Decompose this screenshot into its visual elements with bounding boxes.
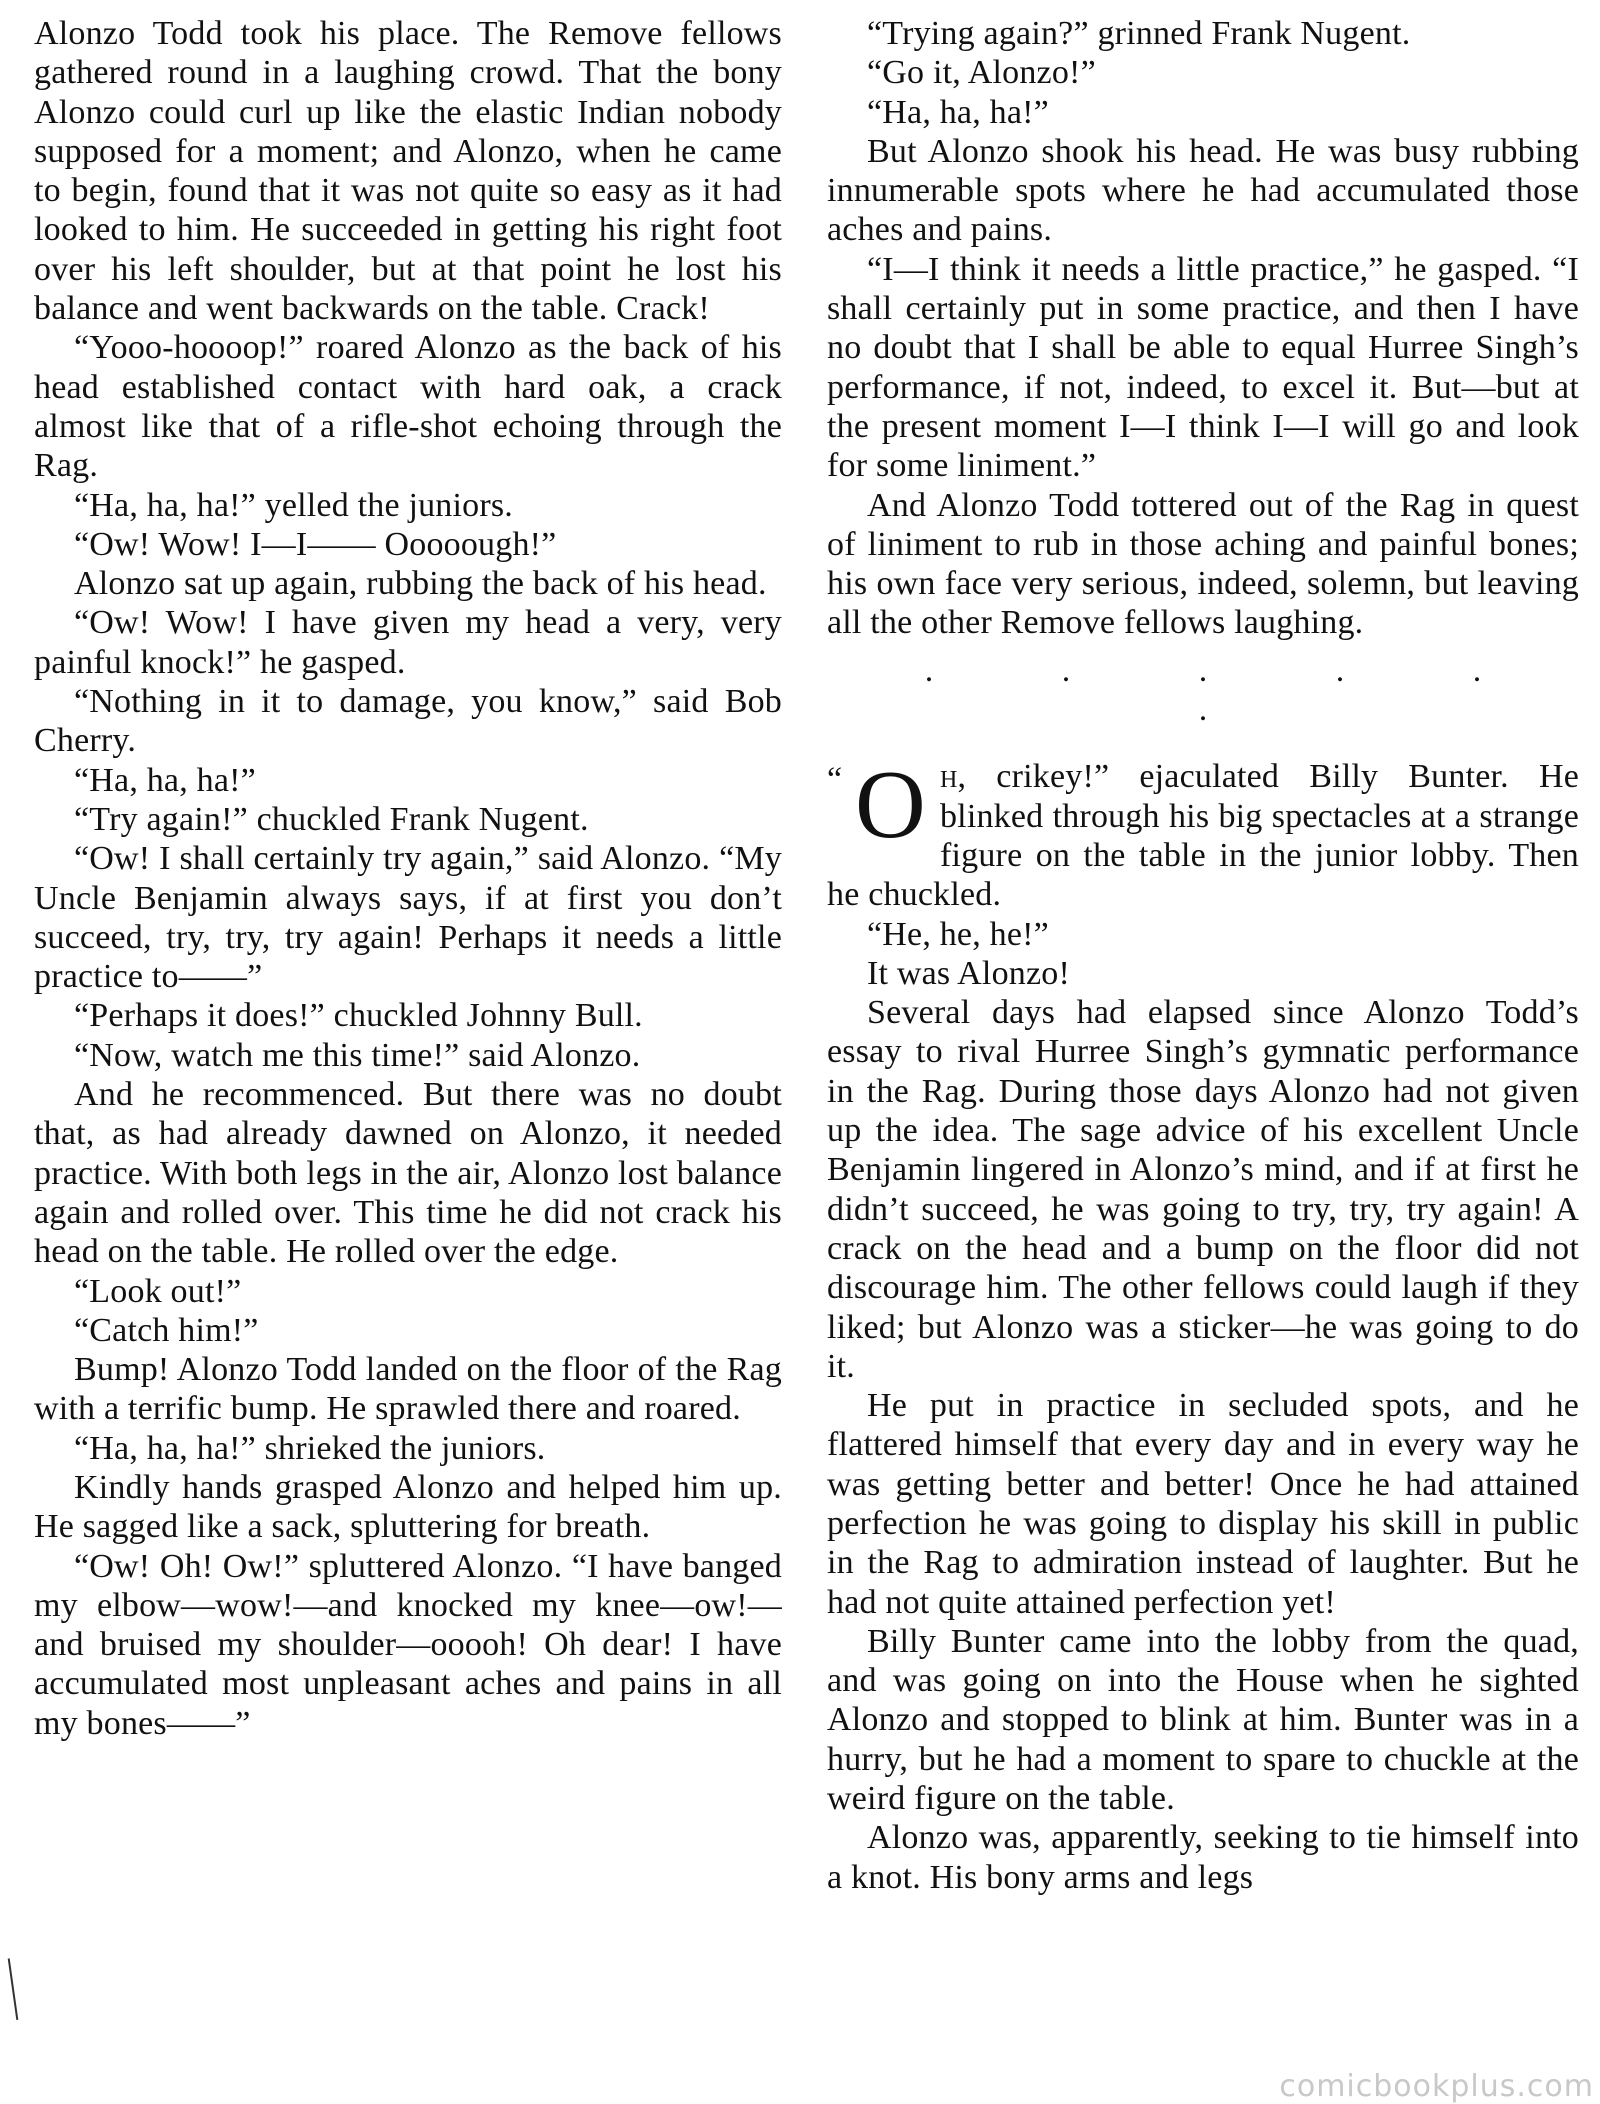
paragraph: “Catch him!” xyxy=(74,1311,259,1349)
paragraph: “Ha, ha, ha!” xyxy=(74,761,256,799)
paragraph: “I—I think it needs a little practice,” he gasped. “I shall certainly put in some practice, and then I have no doubt that I shall be able to equal Hurree Singh’s performance, if not, indeed, to excel it. But—but at the present moment I—I think I—I will go and look for some liniment.” xyxy=(827,250,1579,485)
paragraph: “Go it, Alonzo!” xyxy=(867,54,1096,92)
paragraph: “Ow! I shall certainly try again,” said Alonzo. “My Uncle Benjamin always says, if at first you don’t succeed, try, try, try again! Perhaps it needs a little practice to——” xyxy=(34,840,782,996)
paragraph: Bump! Alonzo Todd landed on the floor of the Rag with a terrific bump. He sprawled there and roared. xyxy=(34,1351,782,1428)
section-break-dots: . . . . . . xyxy=(924,651,1542,729)
drop-cap-open-quote: “ xyxy=(827,761,843,799)
drop-cap-paragraph-text: , crikey!” ejaculated Billy Bunter. He blinked through his big spectacles at a strange figure on the table in the junior lobby. Then he chuckled. xyxy=(827,758,1579,914)
drop-cap-glyph: O xyxy=(855,751,926,860)
paragraph: “Ha, ha, ha!” yelled the juniors. xyxy=(74,486,513,524)
paragraph: Alonzo sat up again, rubbing the back of his head. xyxy=(74,565,767,603)
drop-cap-letter xyxy=(827,751,926,860)
paragraph: Several days had elapsed since Alonzo Todd’s essay to rival Hurree Singh’s gymnatic performance in the Rag. During those days Alonzo had not given up the idea. The sage advice of his excellent Uncle Benjamin lingered in Alonzo’s mind, and if at first he didn’t succeed, he was going to try, try, try again! A crack on the head and a bump on the floor did not discourage him. The other fellows could laugh if they liked; but Alonzo was a sticker—he was going to do it. xyxy=(827,994,1579,1385)
paragraph: He put in practice in secluded spots, and he flattered himself that every day and in every way he was getting better and better! Once he had attained perfection he was going to display his skill in public in the Rag to admiration instead of laughter. But he had not quite attained perfection yet! xyxy=(827,1387,1579,1621)
paragraph: Kindly hands grasped Alonzo and helped him up. He sagged like a sack, spluttering for breath. xyxy=(34,1468,782,1546)
paragraph: Alonzo Todd took his place. The Remove fellows gathered round in a laughing crowd. That the bony Alonzo could curl up like the elastic Indian nobody supposed for a moment; and Alonzo, when he came to begin, found that it was not quite so easy as it had looked to him. He succeeded in getting his right foot over his left shoulder, but at that point he lost his balance and went backwards on the table. Crack! xyxy=(34,15,782,328)
paragraph: Billy Bunter came into the lobby from the quad, and was going on into the House when he sighted Alonzo and stopped to blink at him. Bunter was in a hurry, but he had a moment to spare to chuckle at the weird figure on the table. xyxy=(827,1622,1579,1818)
paragraph: “Ha, ha, ha!” xyxy=(867,93,1049,131)
paragraph: And he recommenced. But there was no doubt that, as had already dawned on Alonzo, it needed practice. With both legs in the air, Alonzo lost balance again and rolled over. This time he did not crack his head on the table. He rolled over the edge. xyxy=(34,1076,782,1271)
right-text-column xyxy=(827,14,1579,1897)
paragraph: And Alonzo Todd tottered out of the Rag in quest of liniment to rub in those aching and painful bones; his own face very serious, indeed, solemn, but leaving all the other Remove fellows laughing. xyxy=(827,486,1579,642)
paragraph: It was Alonzo! xyxy=(867,954,1070,992)
site-watermark: comicbookplus.com xyxy=(1279,2069,1594,2104)
drop-cap-word-rest: h xyxy=(939,758,958,796)
paragraph: “Nothing in it to damage, you know,” said Bob Cherry. xyxy=(34,683,782,760)
margin-pencil-mark xyxy=(8,1958,22,2020)
paragraph: “Ow! Oh! Ow!” spluttered Alonzo. “I have banged my elbow—wow!—and knocked my knee—ow!—and bruised my shoulder—ooooh! Oh dear! I have accumulated most unpleasant aches and pains in all my bones——” xyxy=(34,1547,782,1742)
paragraph: “He, he, he!” xyxy=(867,915,1049,953)
paragraph: “Ow! Wow! I—I—— Ooooough!” xyxy=(74,525,557,563)
dropcap-paragraph xyxy=(827,751,1579,914)
paragraph: “Yooo-hoooop!” roared Alonzo as the back of his head established contact with hard oak, a crack almost like that of a rifle-shot echoing through the Rag. xyxy=(34,329,782,485)
paragraph: “Look out!” xyxy=(74,1272,242,1310)
paragraph: But Alonzo shook his head. He was busy rubbing innumerable spots where he had accumulated those aches and pains. xyxy=(827,132,1579,249)
left-text-column xyxy=(34,14,782,1743)
paragraph: “Trying again?” grinned Frank Nugent. xyxy=(867,15,1411,52)
paragraph: “Ha, ha, ha!” shrieked the juniors. xyxy=(74,1429,546,1467)
paragraph: “Now, watch me this time!” said Alonzo. xyxy=(74,1036,641,1074)
paragraph: Alonzo was, apparently, seeking to tie himself into a knot. His bony arms and legs xyxy=(827,1819,1579,1896)
paragraph: “Try again!” chuckled Frank Nugent. xyxy=(74,800,589,838)
paragraph: “Perhaps it does!” chuckled Johnny Bull. xyxy=(74,997,643,1035)
paragraph: “Ow! Wow! I have given my head a very, very painful knock!” he gasped. xyxy=(34,604,782,681)
